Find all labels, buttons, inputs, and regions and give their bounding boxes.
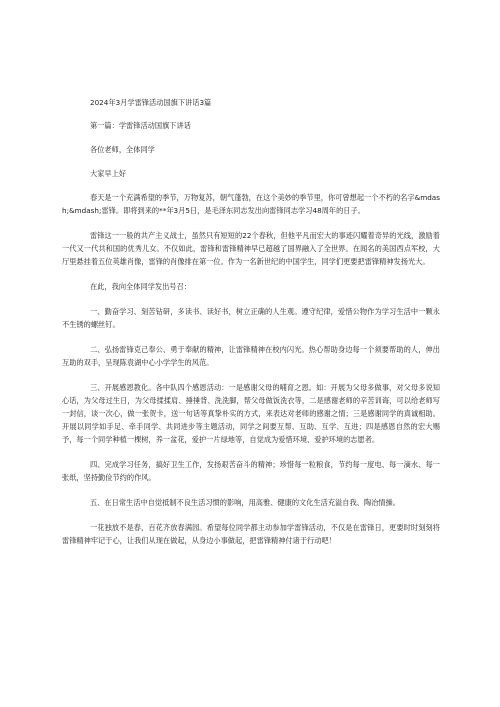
- paragraph-lei-feng: 雷锋这一一般的共产主义战士，虽然只有短短的22个春秋，但他平凡而宏大的事迹闪耀着奇异的光线，激励着一代又一代共和国的优秀儿女。不仅如此，雷锋和雷锋精神早已超越了国界融入了全世界。在闻名的美国西点军校，大厅里悬挂着五位英雄肖像，雷锋的肖像排在第一位。作为一名新世纪的中国学生，同学们更要把雷锋精神发扬光大。: [62, 231, 440, 266]
- paragraph-item-2: 二、弘扬雷锋克己奉公、勇于奉献的精神，让雷锋精神在校内闪光。热心帮助身边每一个须要帮助的人，伸出互助的双手，呈现陈袁湖中心小学学生的风范。: [62, 345, 440, 367]
- salutation: 各位老师，全体同学: [90, 145, 155, 154]
- paragraph-item-1: 一、勤奋学习、刻苦钻研，多读书、读好书，树立正确的人生观。遵守纪律，爱惜公物作为学习生活中一颗永不生锈的螺丝钉。: [62, 307, 440, 329]
- paragraph-spring: 春天是一个充满希望的季节，万物复苏，朝气蓬勃，在这个美妙的季节里，你可曾想起一个不朽的名字&mdash;&mdash;雷锋。即将到来的**年3月5日，是毛泽东同志发出向雷锋同志学习48周年的日子。: [62, 193, 440, 215]
- paragraph-item-4: 四、完成学习任务，搞好卫生工作，发扬艰苦奋斗的精神；珍惜每一粒粮食，节约每一度电、每一滴水、每一张纸，坚持勤俭节约的作风。: [62, 460, 440, 482]
- paragraph-closing: 一花独放不是春，百花齐放春满园。希望每位同学都主动参加学雷锋活动，不仅是在雷锋日，更要时时刻刻将雷锋精神牢记于心，让我们从现在做起，从身边小事做起，把雷锋精神付诸于行动吧！: [62, 523, 440, 545]
- section-heading: 第一篇：学雷锋活动国旗下讲话: [90, 121, 191, 130]
- paragraph-item-3: 三、开展感恩教化。各中队四个感恩活动：一是感谢父母的哺育之恩。如：开展为父母多做事，对父母多说知心话，为父母过生日，为父母揉揉肩、捶捶背、洗洗脚，帮父母做饭洗衣等，二是感谢老师的辛苦训诲，可以给老师写一封信，谈一次心，做一张贺卡，送一句话等真挚朴实的方式，来表达对老师的感谢之情；三是感谢同学的真诚相助。开展以同学如手足、牵手同学、共同进步等主题活动，同学之间要互帮、互助、互学、互进；四是感恩自然的宏大赐予，每一个同学种植一棵树，养一盆花，爱护一片绿地等，自觉成为爱惜环境、爱护环境的志愿者。: [62, 383, 440, 444]
- greeting: 大家早上好: [90, 169, 127, 178]
- paragraph-item-5: 五、在日常生活中自觉抵制不良生活习惯的影响，用高雅、健康的文化生活充溢自我、陶冶情操。: [90, 498, 400, 507]
- document-title: 2024年3月学雷锋活动国旗下讲话3篇: [90, 98, 212, 107]
- paragraph-call: 在此，我向全体同学发出号召：: [90, 282, 191, 291]
